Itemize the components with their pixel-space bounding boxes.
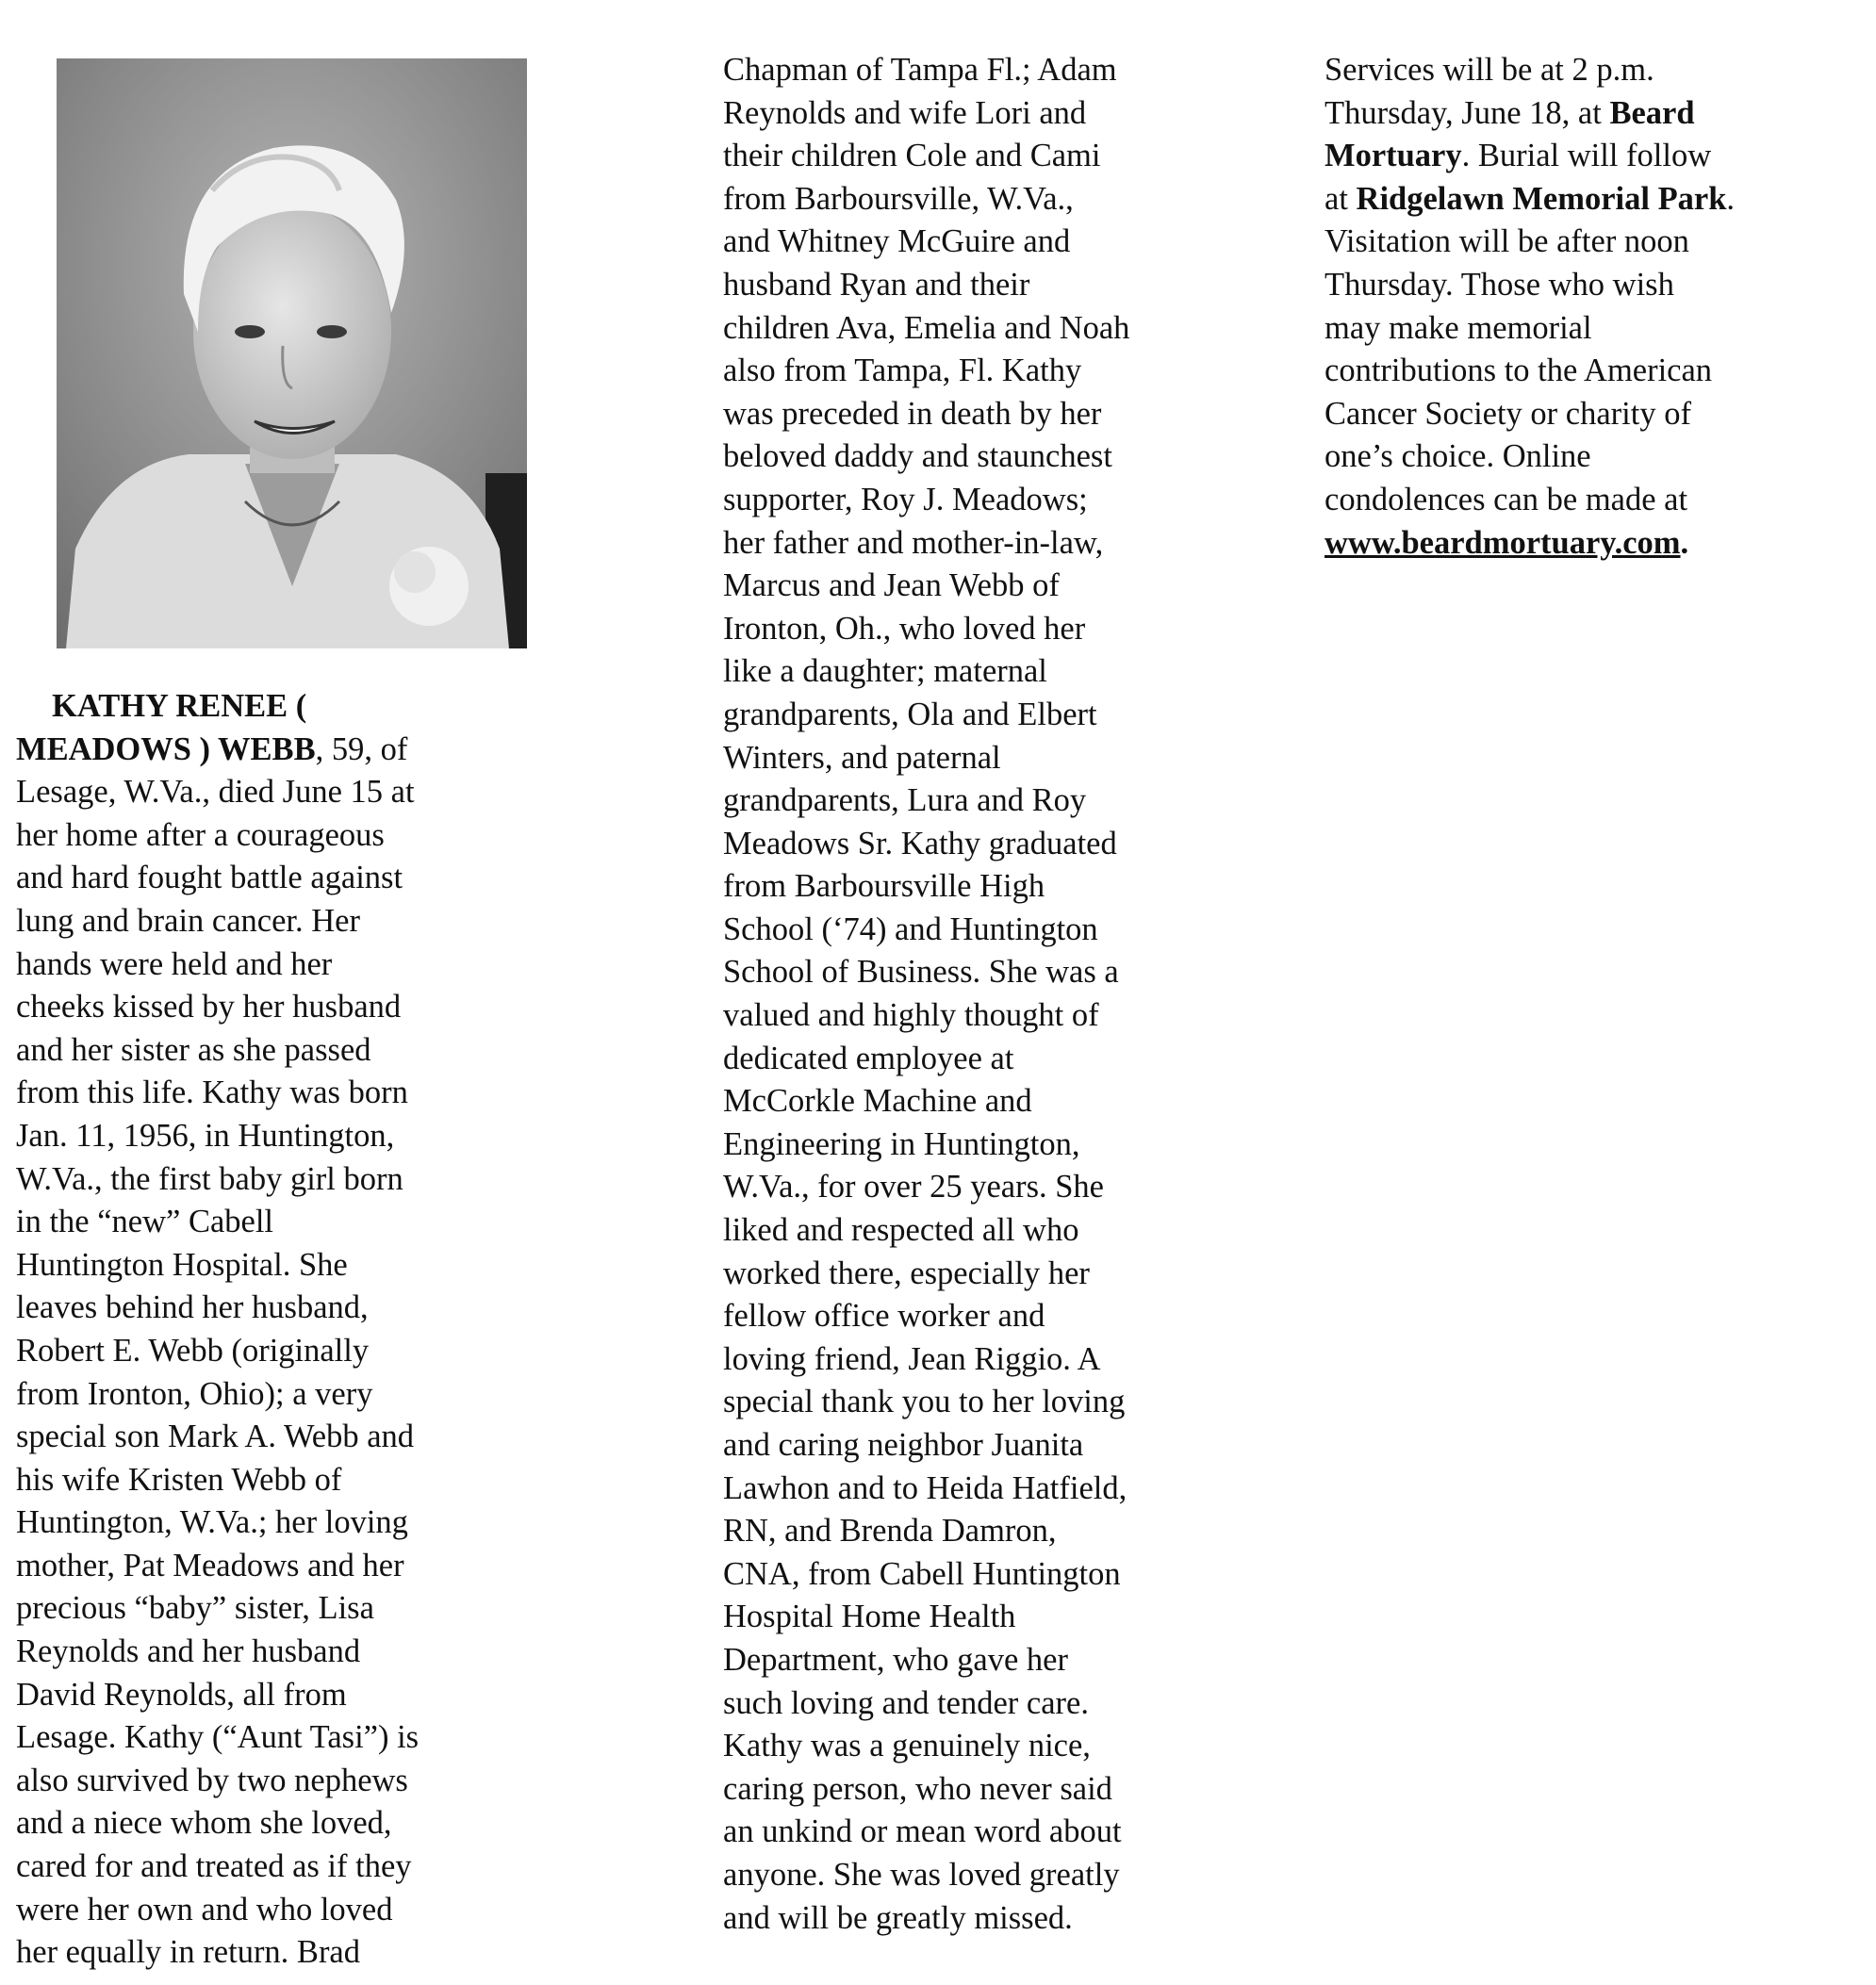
text-line [16, 1158, 419, 1202]
text-line [723, 49, 1129, 92]
text-line [723, 264, 1129, 307]
text-line [16, 1760, 419, 1803]
text-run: loving friend, Jean Riggio. A [723, 1340, 1101, 1377]
text-line [16, 1330, 419, 1373]
text-run: from this life. Kathy was born [16, 1075, 408, 1111]
text-line [723, 350, 1129, 393]
text-run: CNA, from Cabell Huntington [723, 1555, 1121, 1592]
bold-text: KATHY RENEE ( [52, 688, 307, 724]
text-line [723, 1424, 1129, 1468]
text-line [723, 865, 1129, 909]
text-line [723, 1854, 1129, 1897]
text-run: School of Business. She was a [723, 954, 1119, 991]
text-line [723, 522, 1129, 566]
text-run: and Whitney McGuire and [723, 223, 1071, 260]
text-run: grandparents, Ola and Elbert [723, 696, 1097, 732]
bold-text: Beard [1609, 94, 1695, 131]
text-line [723, 1725, 1129, 1768]
text-line [16, 900, 419, 943]
text-line [723, 650, 1129, 694]
text-run: worked there, especially her [723, 1255, 1090, 1291]
text-line [723, 307, 1129, 351]
text-line [723, 1338, 1129, 1382]
text-line [1325, 264, 1735, 307]
text-line [16, 1416, 419, 1459]
text-run: and a niece whom she loved, [16, 1805, 392, 1842]
text-run: . Burial will follow [1461, 138, 1712, 174]
text-line [16, 1115, 419, 1158]
text-run: grandparents, Lura and Roy [723, 782, 1087, 819]
text-run: cared for and treated as if they [16, 1848, 412, 1885]
text-run: contributions to the American [1325, 353, 1713, 389]
text-line [16, 1674, 419, 1717]
text-run: also from Tampa, Fl. Kathy [723, 353, 1082, 389]
text-run: and will be greatly missed. [723, 1899, 1073, 1936]
text-line [723, 135, 1129, 178]
text-run: their children Cole and Cami [723, 138, 1101, 174]
text-run: supporter, Roy J. Meadows; [723, 481, 1088, 517]
text-run: Robert E. Webb (originally [16, 1332, 370, 1369]
text-run: Chapman of Tampa Fl.; Adam [723, 52, 1117, 88]
text-run: Thursday. Those who wish [1325, 266, 1674, 303]
text-run: from Ironton, Ohio); a very [16, 1375, 373, 1412]
text-run: beloved daddy and staunchest [723, 438, 1112, 475]
text-run: one’s choice. Online [1325, 438, 1591, 475]
text-run: and caring neighbor Juanita [723, 1427, 1084, 1463]
text-run: in the “new” Cabell [16, 1204, 274, 1240]
text-line [723, 994, 1129, 1038]
text-run: caring person, who never said [723, 1770, 1112, 1807]
text-line [16, 1846, 419, 1889]
text-line [723, 1381, 1129, 1424]
text-line [16, 771, 419, 814]
text-line [1325, 221, 1735, 264]
text-run: Jan. 11, 1956, in Huntington, [16, 1117, 395, 1154]
text-line [16, 1631, 419, 1674]
text-line [1325, 92, 1735, 136]
text-line [16, 1931, 419, 1975]
text-run: also survived by two nephews [16, 1762, 408, 1798]
text-run: anyone. She was loved greatly [723, 1856, 1120, 1893]
text-line [723, 909, 1129, 952]
text-line [1325, 350, 1735, 393]
text-line [723, 92, 1129, 136]
bold-text: Ridgelawn Memorial Park [1356, 180, 1727, 217]
bold-text: . [1680, 524, 1689, 561]
text-run: Lesage, W.Va., died June 15 at [16, 774, 415, 811]
text-line [723, 1038, 1129, 1081]
text-run: cheeks kissed by her husband [16, 989, 402, 1025]
text-line [16, 1501, 419, 1545]
text-run: Kathy was a genuinely nice, [723, 1728, 1091, 1764]
text-line [723, 823, 1129, 866]
text-line [723, 565, 1129, 608]
text-line [723, 1080, 1129, 1124]
text-run: Huntington Hospital. She [16, 1246, 348, 1283]
text-run: RN, and Brenda Damron, [723, 1513, 1057, 1550]
text-line [723, 1553, 1129, 1597]
bold-text: Mortuary [1325, 138, 1462, 174]
text-run: an unkind or mean word about [723, 1813, 1122, 1850]
portrait-photo-icon [57, 58, 527, 648]
text-line [16, 1287, 419, 1330]
text-run: . [1726, 180, 1736, 217]
text-line [16, 1244, 419, 1288]
text-line [16, 943, 419, 987]
text-run: W.Va., for over 25 years. She [723, 1169, 1104, 1206]
text-run: School (‘74) and Huntington [723, 910, 1098, 947]
text-line [16, 685, 419, 729]
text-line [723, 1295, 1129, 1338]
text-run: special thank you to her loving [723, 1384, 1126, 1420]
text-run: Marcus and Jean Webb of [723, 567, 1060, 604]
text-run: Reynolds and her husband [16, 1633, 361, 1670]
text-run: and her sister as she passed [16, 1031, 371, 1068]
text-line [723, 1639, 1129, 1682]
text-run: David Reynolds, all from [16, 1676, 347, 1713]
text-line [16, 1072, 419, 1115]
text-run: Services will be at 2 p.m. [1325, 52, 1654, 88]
text-run: Cancer Society or charity of [1325, 395, 1691, 432]
text-run: fellow office worker and [723, 1298, 1045, 1335]
text-run: from Barboursville, W.Va., [723, 180, 1074, 217]
text-line [16, 1716, 419, 1760]
text-line [723, 393, 1129, 436]
text-line [1325, 49, 1735, 92]
text-run: Department, who gave her [723, 1641, 1068, 1678]
text-run: valued and highly thought of [723, 997, 1099, 1034]
text-run: were her own and who loved [16, 1891, 393, 1928]
text-run: liked and respected all who [723, 1212, 1079, 1249]
text-run: McCorkle Machine and [723, 1083, 1032, 1120]
text-run: husband Ryan and their [723, 266, 1030, 303]
text-run: Thursday, June 18, at [1325, 94, 1610, 131]
text-run: Reynolds and wife Lori and [723, 94, 1087, 131]
text-line [16, 1201, 419, 1244]
text-run: special son Mark A. Webb and [16, 1419, 415, 1455]
text-run: her home after a courageous [16, 816, 385, 853]
text-line [723, 1253, 1129, 1296]
text-run: children Ava, Emelia and Noah [723, 309, 1130, 346]
text-run: was preceded in death by her [723, 395, 1102, 432]
text-line [723, 694, 1129, 737]
text-run: condolences can be made at [1325, 481, 1688, 517]
text-line [1325, 479, 1735, 522]
text-line [723, 608, 1129, 651]
text-line [723, 1124, 1129, 1167]
text-line [16, 1889, 419, 1932]
text-run: W.Va., the first baby girl born [16, 1160, 403, 1197]
text-line [723, 178, 1129, 221]
text-run: Winters, and paternal [723, 739, 1001, 776]
text-run: leaves behind her husband, [16, 1289, 369, 1326]
text-line [16, 1802, 419, 1846]
text-line [723, 951, 1129, 994]
text-run: Hospital Home Health [723, 1599, 1016, 1635]
text-line [16, 814, 419, 858]
text-line [1325, 435, 1735, 479]
text-line [723, 1166, 1129, 1209]
text-line [723, 1510, 1129, 1553]
text-run: from Barboursville High [723, 868, 1045, 905]
text-run: Lawhon and to Heida Hatfield, [723, 1469, 1127, 1506]
bold-text: MEADOWS ) WEBB [16, 730, 316, 767]
text-run: and hard fought battle against [16, 860, 403, 896]
text-line [1325, 307, 1735, 351]
text-run: Meadows Sr. Kathy graduated [723, 825, 1117, 861]
text-line [1325, 393, 1735, 436]
text-line [1325, 178, 1735, 221]
text-run: at [1325, 180, 1357, 217]
text-line [16, 1545, 419, 1588]
text-line [723, 1682, 1129, 1726]
text-run: mother, Pat Meadows and her [16, 1547, 404, 1583]
text-run: Huntington, W.Va.; her loving [16, 1504, 408, 1541]
text-line [723, 737, 1129, 780]
text-line [723, 479, 1129, 522]
text-line [723, 1768, 1129, 1812]
text-line [16, 1029, 419, 1073]
text-run: precious “baby” sister, Lisa [16, 1590, 374, 1627]
text-line [16, 729, 419, 772]
text-line [16, 1587, 419, 1631]
portrait-photo [57, 58, 527, 648]
text-line [723, 1596, 1129, 1639]
text-line [1325, 135, 1735, 178]
text-line [723, 779, 1129, 823]
text-line [723, 221, 1129, 264]
text-run: Lesage. Kathy (“Aunt Tasi”) is [16, 1719, 420, 1756]
text-run: her father and mother-in-law, [723, 524, 1104, 561]
text-line [1325, 522, 1735, 566]
text-run: hands were held and her [16, 945, 333, 982]
website-link[interactable]: www.beardmortuary.com [1325, 524, 1681, 561]
text-run: such loving and tender care. [723, 1684, 1089, 1721]
text-run: dedicated employee at [723, 1040, 1014, 1076]
text-line [16, 1459, 419, 1502]
text-line [723, 1209, 1129, 1253]
obituary-column-3 [1325, 49, 1735, 565]
text-line [16, 1373, 419, 1417]
text-line [723, 1811, 1129, 1854]
text-line [723, 1897, 1129, 1941]
text-run: like a daughter; maternal [723, 653, 1047, 690]
text-line [16, 857, 419, 900]
obituary-column-2 [723, 49, 1129, 1940]
text-run: Engineering in Huntington, [723, 1125, 1080, 1162]
text-run: Ironton, Oh., who loved her [723, 610, 1086, 647]
text-line [16, 986, 419, 1029]
text-run: lung and brain cancer. Her [16, 902, 360, 939]
text-line [723, 1468, 1129, 1511]
obituary-column-1 [16, 685, 419, 1975]
text-run: his wife Kristen Webb of [16, 1461, 342, 1498]
text-run: , 59, of [315, 730, 408, 767]
text-run: her equally in return. Brad [16, 1934, 360, 1971]
text-line [723, 435, 1129, 479]
text-run: may make memorial [1325, 309, 1592, 346]
text-run: Visitation will be after noon [1325, 223, 1689, 260]
